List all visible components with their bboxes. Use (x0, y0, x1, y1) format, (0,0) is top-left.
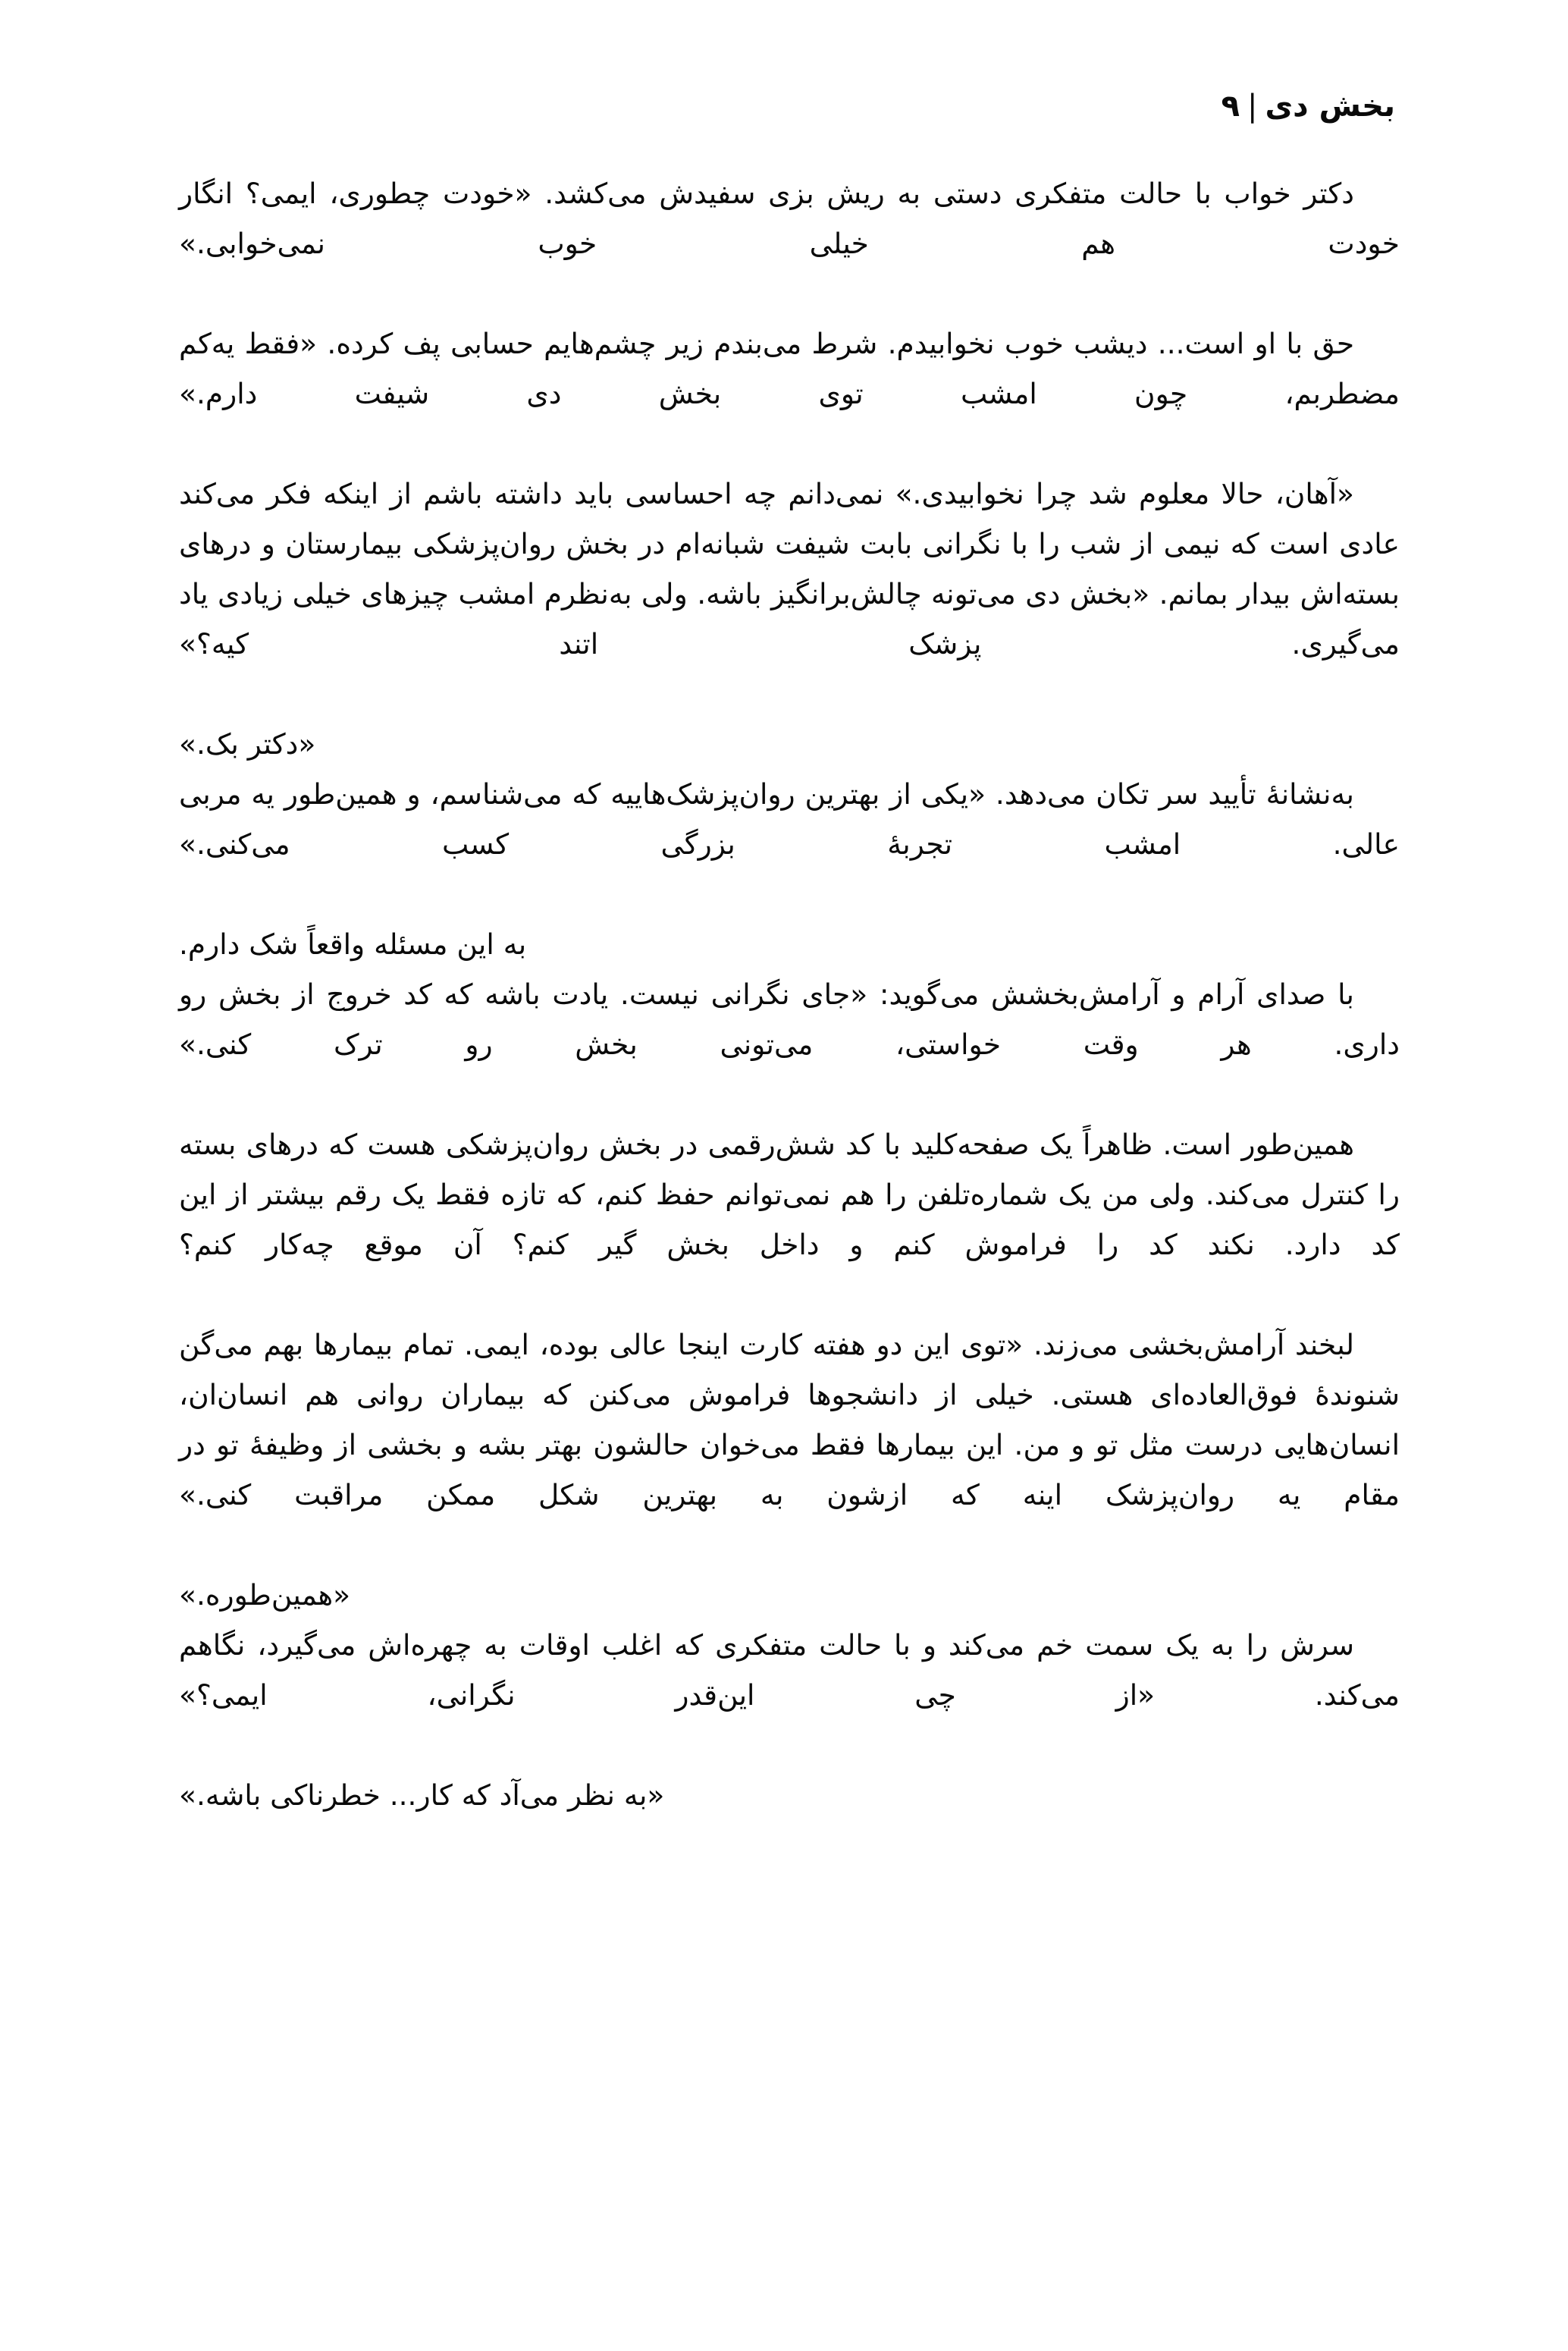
paragraph: لبخند آرامش‌بخشی می‌زند. «توی این دو هفته کارت اینجا عالی بوده، ایمی. تمام بیمارها بهم می‌گن شنوندهٔ فوق‌العاده‌ای هستی. خیلی از دانشجوها فراموش می‌کنن که بیماران روانی هم انسان‌ان، انسان‌هایی درست مثل تو و من. این بیمارها فقط می‌خوان حالشون بهتر بشه و بخشی از وظیفهٔ تو در مقام یه روان‌پزشک اینه که ازشون به بهترین شکل ممکن مراقبت کنی.» (179, 1328, 1400, 1511)
running-head-separator: | (1247, 89, 1258, 124)
dialogue-line: «به نظر می‌آد که کار... خطرناکی باشه.» (179, 1778, 665, 1812)
paragraph: «آهان، حالا معلوم شد چرا نخوابیدی.» نمی‌دانم چه احساسی باید داشته باشم از اینکه فکر می‌کند عادی است که نیمی از شب را با نگرانی بابت شیفت شبانه‌ام در بخش روان‌پزشکی بیمارستان و درهای بسته‌اش بیدار بمانم. «بخش دی می‌تونه چالش‌برانگیز باشه. ولی به‌نظرم امشب چیزهای خیلی زیادی یاد می‌گیری. پزشک اتند کیه؟» (179, 477, 1400, 661)
paragraph: دکتر خواب با حالت متفکری دستی به ریش بزی سفیدش می‌کشد. «خودت چطوری، ایمی؟ انگار خودت هم خیلی خوب نمی‌خوابی.» (179, 177, 1400, 260)
running-head-section: بخش دی (1265, 89, 1395, 124)
paragraph: با صدای آرام و آرامش‌بخشش می‌گوید: «جای نگرانی نیست. یادت باشه که کد خروج از بخش رو داری. هر وقت خواستی، می‌تونی بخش رو ترک کنی.» (179, 978, 1400, 1061)
paragraph: به‌نشانهٔ تأیید سر تکان می‌دهد. «یکی از بهترین روان‌پزشک‌هاییه که می‌شناسم، و همین‌طور یه مربی عالی. امشب تجربهٔ بزرگی کسب می‌کنی.» (179, 777, 1400, 861)
dialogue-line: «دکتر بک.» (179, 727, 316, 761)
page-number: ۹ (1221, 89, 1240, 124)
dialogue-line: به این مسئله واقعاً شک دارم. (179, 928, 527, 961)
paragraph: همین‌طور است. ظاهراً یک صفحه‌کلید با کد شش‌رقمی در بخش روان‌پزشکی هست که درهای بسته را کنترل می‌کند. ولی من یک شماره‌تلفن را هم نمی‌توانم حفظ کنم، که تازه فقط یک رقم بیشتر از این کد دارد. نکند کد را فراموش کنم و داخل بخش گیر کنم؟ آن موقع چه‌کار کنم؟ (179, 1128, 1400, 1261)
dialogue-line: «همین‌طوره.» (179, 1578, 351, 1612)
paragraph: حق با او است... دیشب خوب نخوابیدم. شرط می‌بندم زیر چشم‌هایم حسابی پف کرده. «فقط یه‌کم مضطربم، چون امشب توی بخش دی شیفت دارم.» (179, 327, 1400, 410)
running-head (1221, 89, 1395, 123)
paragraph: سرش را به یک سمت خم می‌کند و با حالت متفکری که اغلب اوقات به چهره‌اش می‌گیرد، نگاهم می‌کند. «از چی این‌قدر نگرانی، ایمی؟» (179, 1628, 1400, 1712)
body-text-block (179, 168, 1400, 1820)
